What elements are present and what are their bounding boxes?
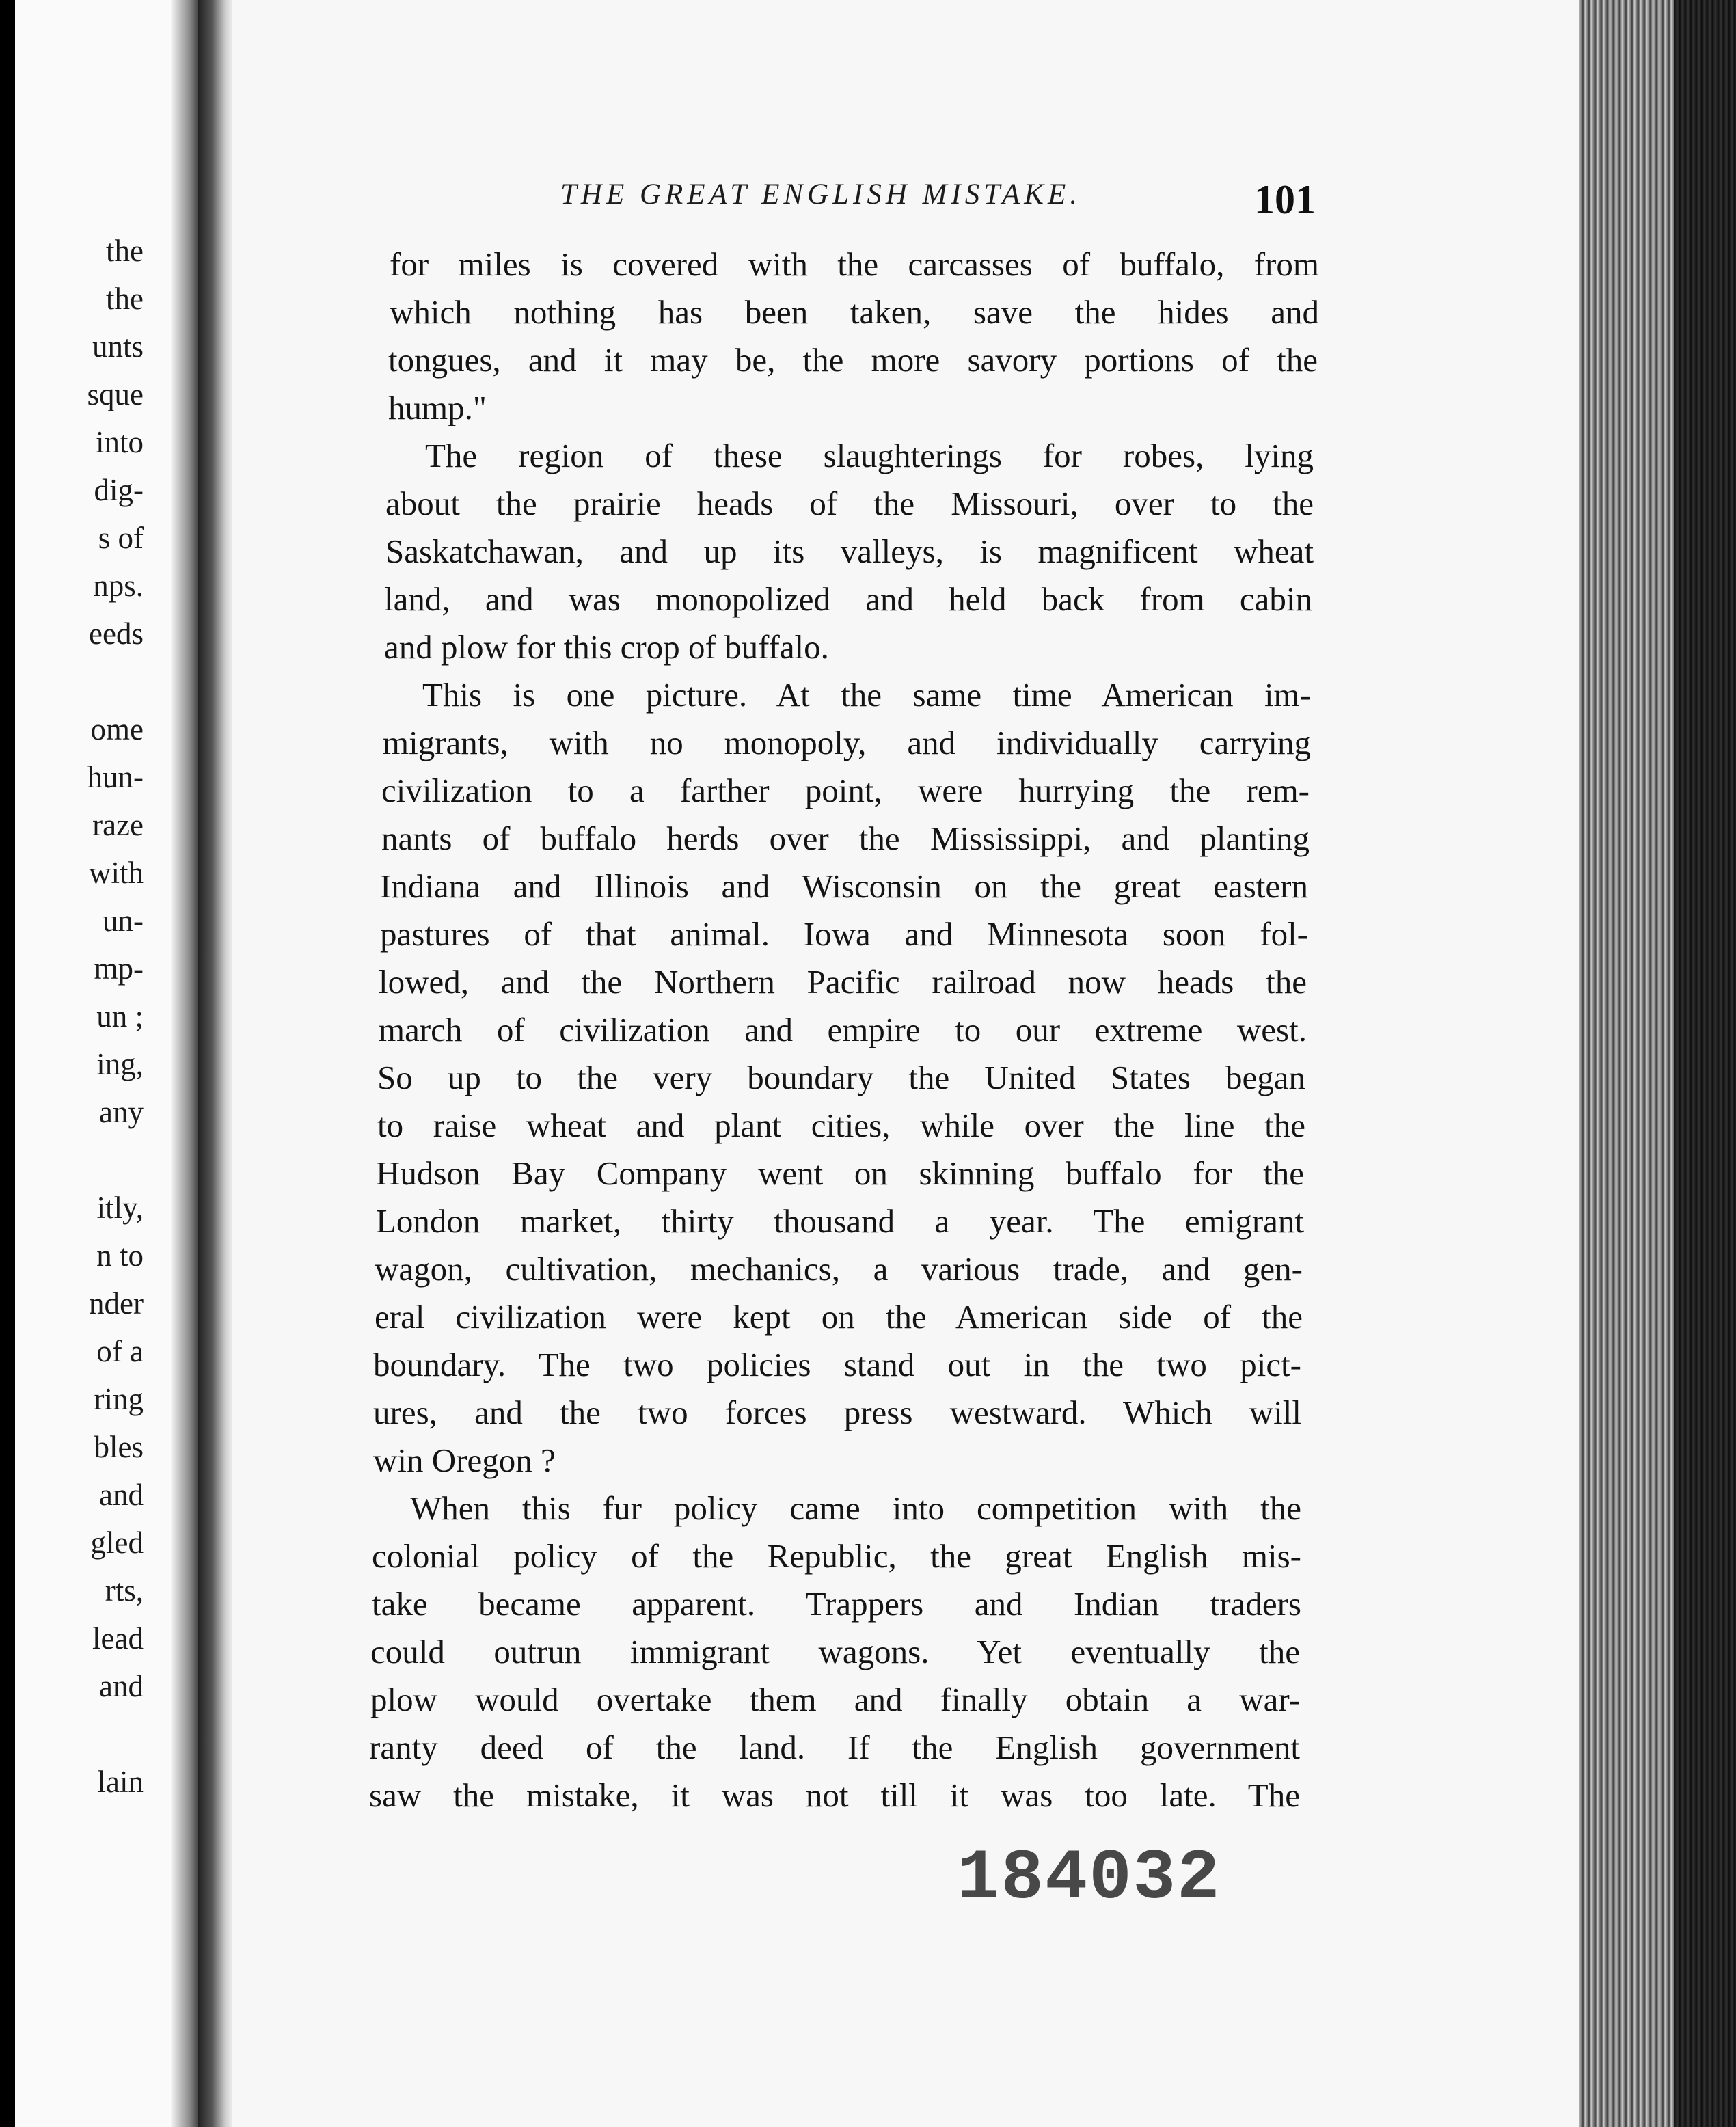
body-line: saw the mistake, it was not till it was too late. The (369, 1776, 1300, 1814)
facing-page-line: nder (89, 1286, 144, 1320)
facing-page-line: with (88, 856, 144, 890)
body-line: So up to the very boundary the United States began (377, 1059, 1305, 1096)
facing-page-line: rts, (105, 1573, 144, 1608)
facing-page-line: dig- (94, 473, 144, 507)
facing-page-line: any (99, 1095, 144, 1129)
facing-page-line: and (99, 1478, 144, 1512)
body-line: march of civilization and empire to our extreme west. (379, 1011, 1307, 1048)
running-title: THE GREAT ENGLISH MISTAKE. (560, 178, 1081, 211)
facing-page-line: the (106, 234, 144, 268)
body-line: nants of buffalo herds over the Mississippi, and planting (381, 819, 1310, 857)
book-fore-edge (1579, 0, 1736, 2127)
body-line: could outrun immigrant wagons. Yet eventually the (370, 1633, 1300, 1670)
facing-page-line: eeds (89, 617, 144, 651)
body-line: Saskatchawan, and up its valleys, is magnificent wheat (385, 532, 1314, 570)
accession-stamp: 184032 (957, 1839, 1221, 1919)
body-line: pastures of that animal. Iowa and Minnesota soon fol- (380, 915, 1308, 953)
body-line: ures, and the two forces press westward. Which will (373, 1394, 1301, 1431)
body-line: The region of these slaughterings for robes, lying (425, 437, 1314, 474)
body-line: Hudson Bay Company went on skinning buffalo for the (376, 1154, 1304, 1192)
body-line: ranty deed of the land. If the English government (369, 1729, 1300, 1766)
body-line: plow would overtake them and finally obtain a war- (370, 1681, 1300, 1718)
body-line: land, and was monopolized and held back from cabin (384, 580, 1312, 618)
body-line: civilization to a farther point, were hurrying the rem- (381, 772, 1310, 809)
body-line: boundary. The two policies stand out in the two pict- (373, 1346, 1301, 1383)
facing-page-line: lead (92, 1621, 144, 1655)
facing-page-line: s of (98, 521, 144, 555)
book-spine (198, 0, 232, 2127)
body-line: and plow for this crop of buffalo. (384, 628, 829, 666)
facing-page-line: and (99, 1669, 144, 1703)
facing-page-line: un ; (96, 999, 144, 1033)
book-edge-shadow (1674, 0, 1736, 2127)
facing-page-line: nps. (93, 569, 144, 603)
body-line: This is one picture. At the same time American im- (422, 676, 1311, 714)
facing-page-line: lain (97, 1765, 144, 1799)
facing-page-line: bles (94, 1430, 144, 1464)
body-line: migrants, with no monopoly, and individually carrying (383, 724, 1311, 761)
facing-page-line: unts (92, 329, 144, 364)
facing-page-line: n to (96, 1238, 144, 1273)
body-line: which nothing has been taken, save the hides and (390, 293, 1319, 331)
body-line: colonial policy of the Republic, the great English mis- (372, 1537, 1301, 1575)
body-line: wagon, cultivation, mechanics, a various trade, and gen- (375, 1250, 1303, 1288)
body-line: to raise wheat and plant cities, while over the line the (377, 1107, 1305, 1144)
facing-page-line: ing, (96, 1047, 144, 1081)
facing-page-line: into (95, 425, 144, 459)
body-line: eral civilization were kept on the American side of the (375, 1298, 1303, 1336)
page-number: 101 (1254, 177, 1316, 222)
body-line: about the prairie heads of the Missouri, over to the (385, 485, 1314, 522)
body-line: Indiana and Illinois and Wisconsin on the great eastern (380, 867, 1308, 905)
facing-page-line: sque (87, 377, 144, 411)
facing-page-line: mp- (94, 951, 144, 986)
body-line: lowed, and the Northern Pacific railroad now heads the (379, 963, 1307, 1001)
body-line: take became apparent. Trappers and Indian traders (372, 1585, 1301, 1623)
scan-border-left (0, 0, 15, 2127)
facing-page-line: the (106, 282, 144, 316)
facing-page-shadow (171, 0, 198, 2127)
facing-page-line: raze (92, 808, 144, 842)
facing-page (15, 0, 198, 2127)
body-line: London market, thirty thousand a year. The emigrant (376, 1202, 1304, 1240)
facing-page-line: of a (96, 1334, 144, 1368)
body-line: for miles is covered with the carcasses of buffalo, from (390, 245, 1319, 283)
facing-page-line: ring (94, 1382, 144, 1416)
facing-page-line: gled (90, 1526, 144, 1560)
body-line: hump." (388, 389, 487, 426)
facing-page-line: hun- (87, 760, 144, 794)
body-line: When this fur policy came into competition with the (410, 1489, 1301, 1527)
body-line: win Oregon ? (373, 1441, 556, 1479)
body-line: tongues, and it may be, the more savory portions of the (388, 341, 1318, 379)
facing-page-line: itly, (96, 1191, 144, 1225)
facing-page-line: ome (90, 712, 144, 746)
facing-page-line: un- (103, 904, 144, 938)
